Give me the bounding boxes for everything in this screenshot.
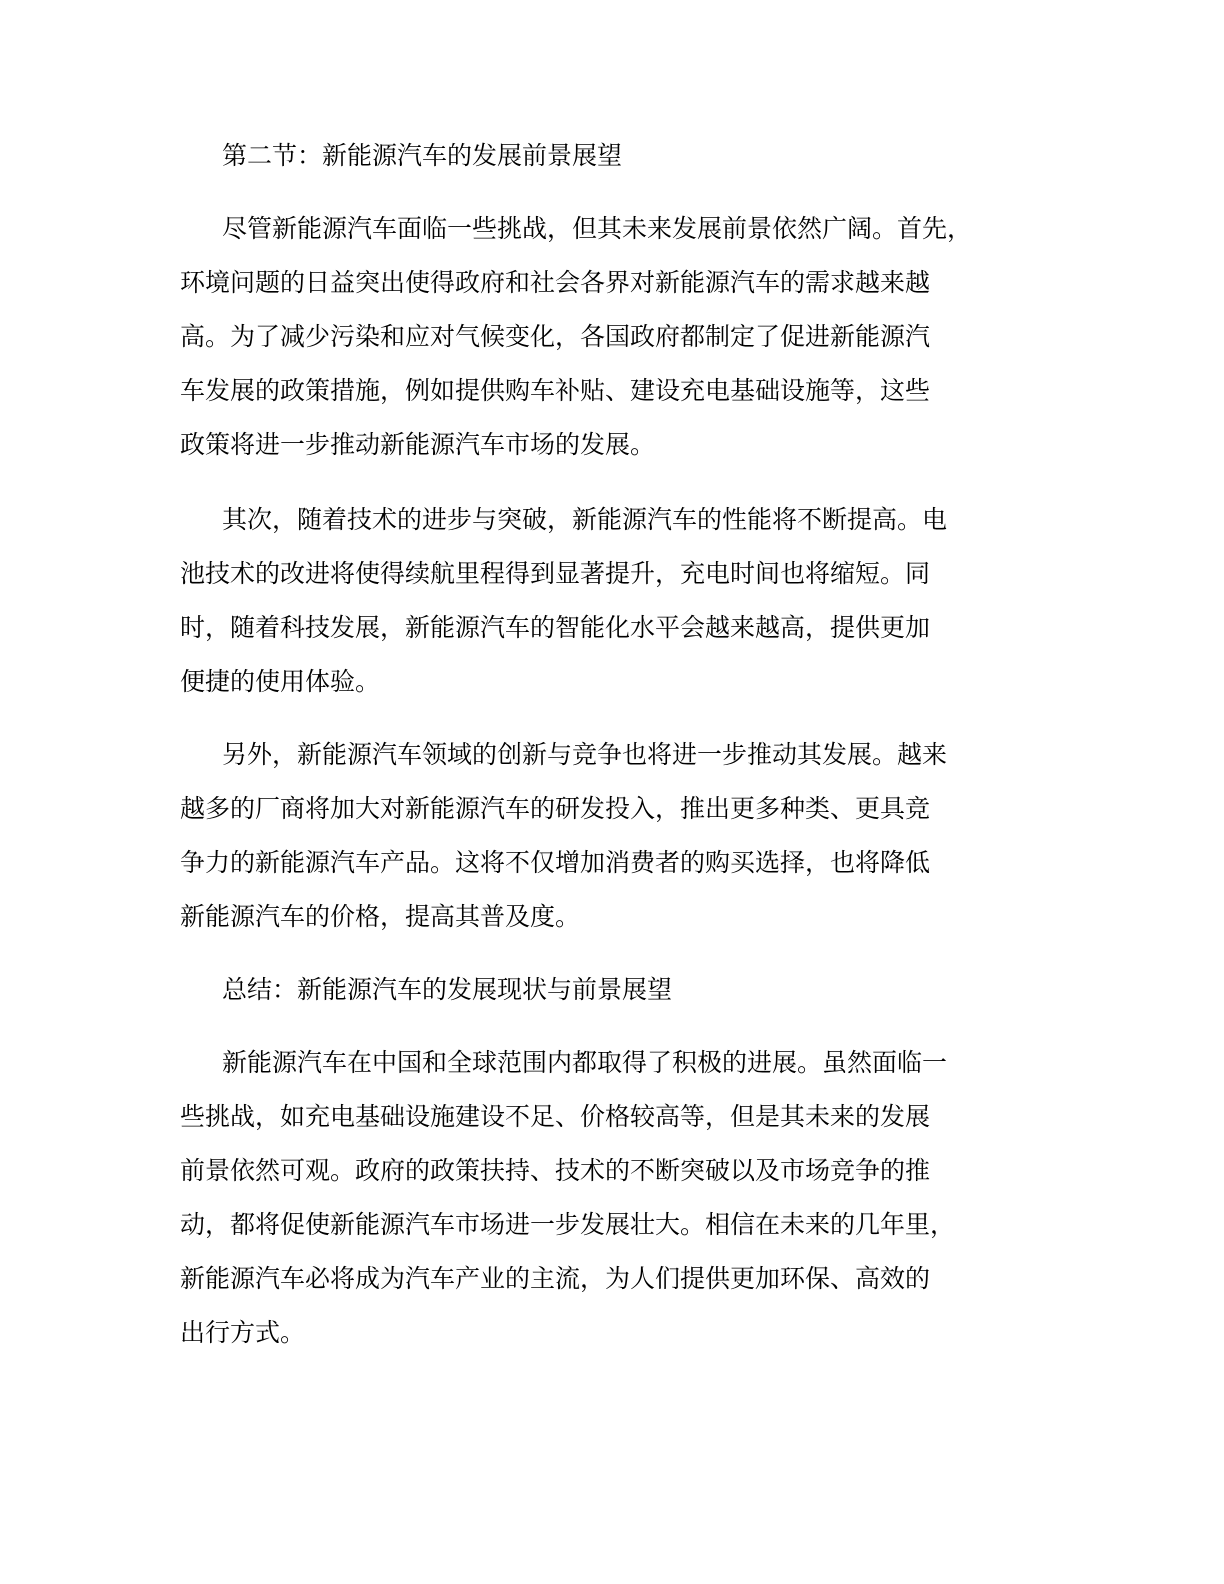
paragraph-line: 其次，随着技术的进步与突破，新能源汽车的性能将不断提高。电 [222,505,948,534]
paragraph-line: 池技术的改进将使得续航里程得到显著提升，充电时间也将缩短。同 [180,559,931,588]
paragraph-line: 车发展的政策措施，例如提供购车补贴、建设充电基础设施等，这些 [180,376,931,405]
paragraph-line: 高。为了减少污染和应对气候变化，各国政府都制定了促进新能源汽 [180,322,931,351]
paragraph-line: 前景依然可观。政府的政策扶持、技术的不断突破以及市场竞争的推 [180,1156,931,1185]
paragraph-line: 便捷的使用体验。 [180,667,381,696]
paragraph-line: 新能源汽车的价格，提高其普及度。 [180,902,581,931]
paragraph-line: 些挑战，如充电基础设施建设不足、价格较高等，但是其未来的发展 [180,1102,931,1131]
section-heading: 第二节：新能源汽车的发展前景展望 [222,141,623,170]
paragraph-4 [180,1036,1060,1360]
paragraph-line: 尽管新能源汽车面临一些挑战，但其未来发展前景依然广阔。首先， [222,214,973,243]
paragraph-2 [180,493,1060,709]
paragraph-line: 动，都将促使新能源汽车市场进一步发展壮大。相信在未来的几年里， [180,1210,956,1239]
paragraph-line: 时，随着科技发展，新能源汽车的智能化水平会越来越高，提供更加 [180,613,931,642]
paragraph-line: 新能源汽车必将成为汽车产业的主流，为人们提供更加环保、高效的 [180,1264,931,1293]
paragraph-line: 另外，新能源汽车领域的创新与竞争也将进一步推动其发展。越来 [222,740,948,769]
summary-heading: 总结：新能源汽车的发展现状与前景展望 [222,975,673,1004]
paragraph-line: 新能源汽车在中国和全球范围内都取得了积极的进展。虽然面临一 [222,1048,948,1077]
paragraph-line: 越多的厂商将加大对新能源汽车的研发投入，推出更多种类、更具竞 [180,794,931,823]
paragraph-line: 环境问题的日益突出使得政府和社会各界对新能源汽车的需求越来越 [180,268,931,297]
paragraph-line: 政策将进一步推动新能源汽车市场的发展。 [180,430,656,459]
paragraph-3 [180,728,1060,944]
paragraph-line: 争力的新能源汽车产品。这将不仅增加消费者的购买选择，也将降低 [180,848,931,877]
paragraph-1 [180,202,1060,472]
paragraph-line: 出行方式。 [180,1318,306,1347]
